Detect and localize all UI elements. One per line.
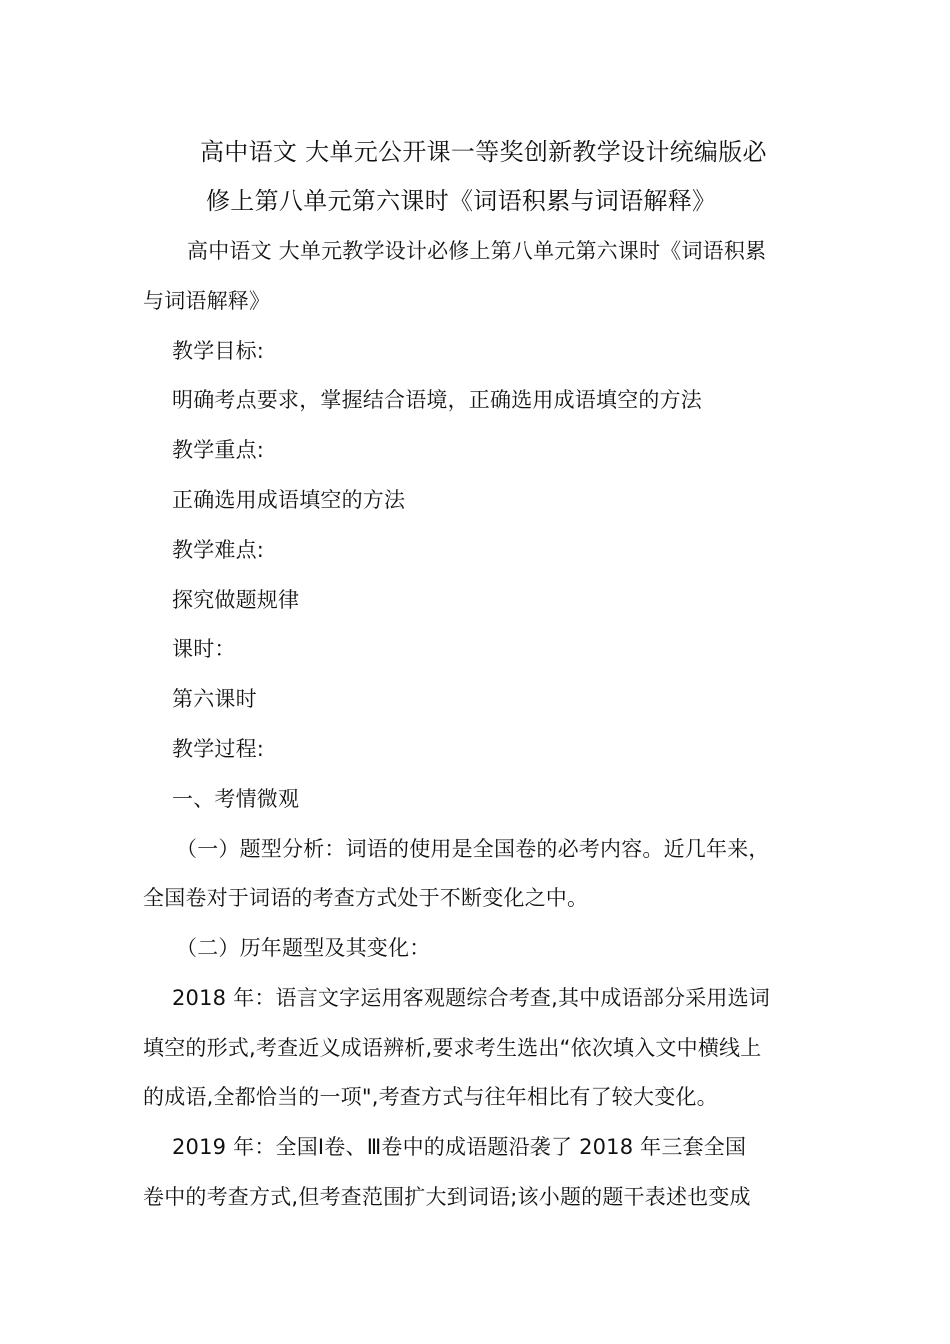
year-2019-line-1: 2019 年：全国Ⅰ卷、Ⅲ卷中的成语题沿袭了 2018 年三套全国 bbox=[172, 1135, 747, 1159]
section-1-heading: 一、考情微观 bbox=[172, 787, 300, 811]
document-title-line-1: 高中语文 大单元公开课一等奖创新教学设计统编版必 bbox=[200, 138, 767, 166]
year-2019-line-2: 卷中的考查方式,但考查范围扩大到词语;该小题的题干表述也变成 bbox=[143, 1185, 751, 1209]
key-point-text: 正确选用成语填空的方法 bbox=[172, 488, 406, 512]
section-1-subheading-2: （二）历年题型及其变化： bbox=[176, 936, 431, 960]
key-point-label: 教学重点: bbox=[172, 438, 265, 462]
year-2018-line-1: 2018 年：语言文字运用客观题综合考查,其中成语部分采用选词 bbox=[172, 986, 770, 1010]
goal-text: 明确考点要求，掌握结合语境，正确选用成语填空的方法 bbox=[172, 388, 702, 412]
year-2018-line-2: 填空的形式,考查近义成语辨析,要求考生选出“依次填入文中横线上 bbox=[143, 1036, 762, 1060]
period-text: 第六课时 bbox=[172, 687, 257, 711]
document-title-line-2: 修上第八单元第六课时《词语积累与词语解释》 bbox=[206, 187, 717, 215]
difficulty-label: 教学难点: bbox=[172, 538, 265, 562]
section-1-paragraph-1-line-2: 全国卷对于词语的考查方式处于不断变化之中。 bbox=[143, 886, 589, 910]
period-label: 课时： bbox=[172, 637, 236, 661]
subtitle-line-2: 与词语解释》 bbox=[143, 289, 271, 313]
difficulty-text: 探究做题规律 bbox=[172, 588, 300, 612]
section-1-paragraph-1-line-1: （一）题型分析：词语的使用是全国卷的必考内容。近几年来， bbox=[176, 837, 770, 861]
subtitle-line-1: 高中语文 大单元教学设计必修上第八单元第六课时《词语积累 bbox=[187, 239, 767, 263]
process-label: 教学过程: bbox=[172, 737, 265, 761]
goal-label: 教学目标: bbox=[172, 339, 265, 363]
year-2018-line-3: 的成语,全都恰当的一项",考查方式与往年相比有了较大变化。 bbox=[143, 1085, 718, 1109]
